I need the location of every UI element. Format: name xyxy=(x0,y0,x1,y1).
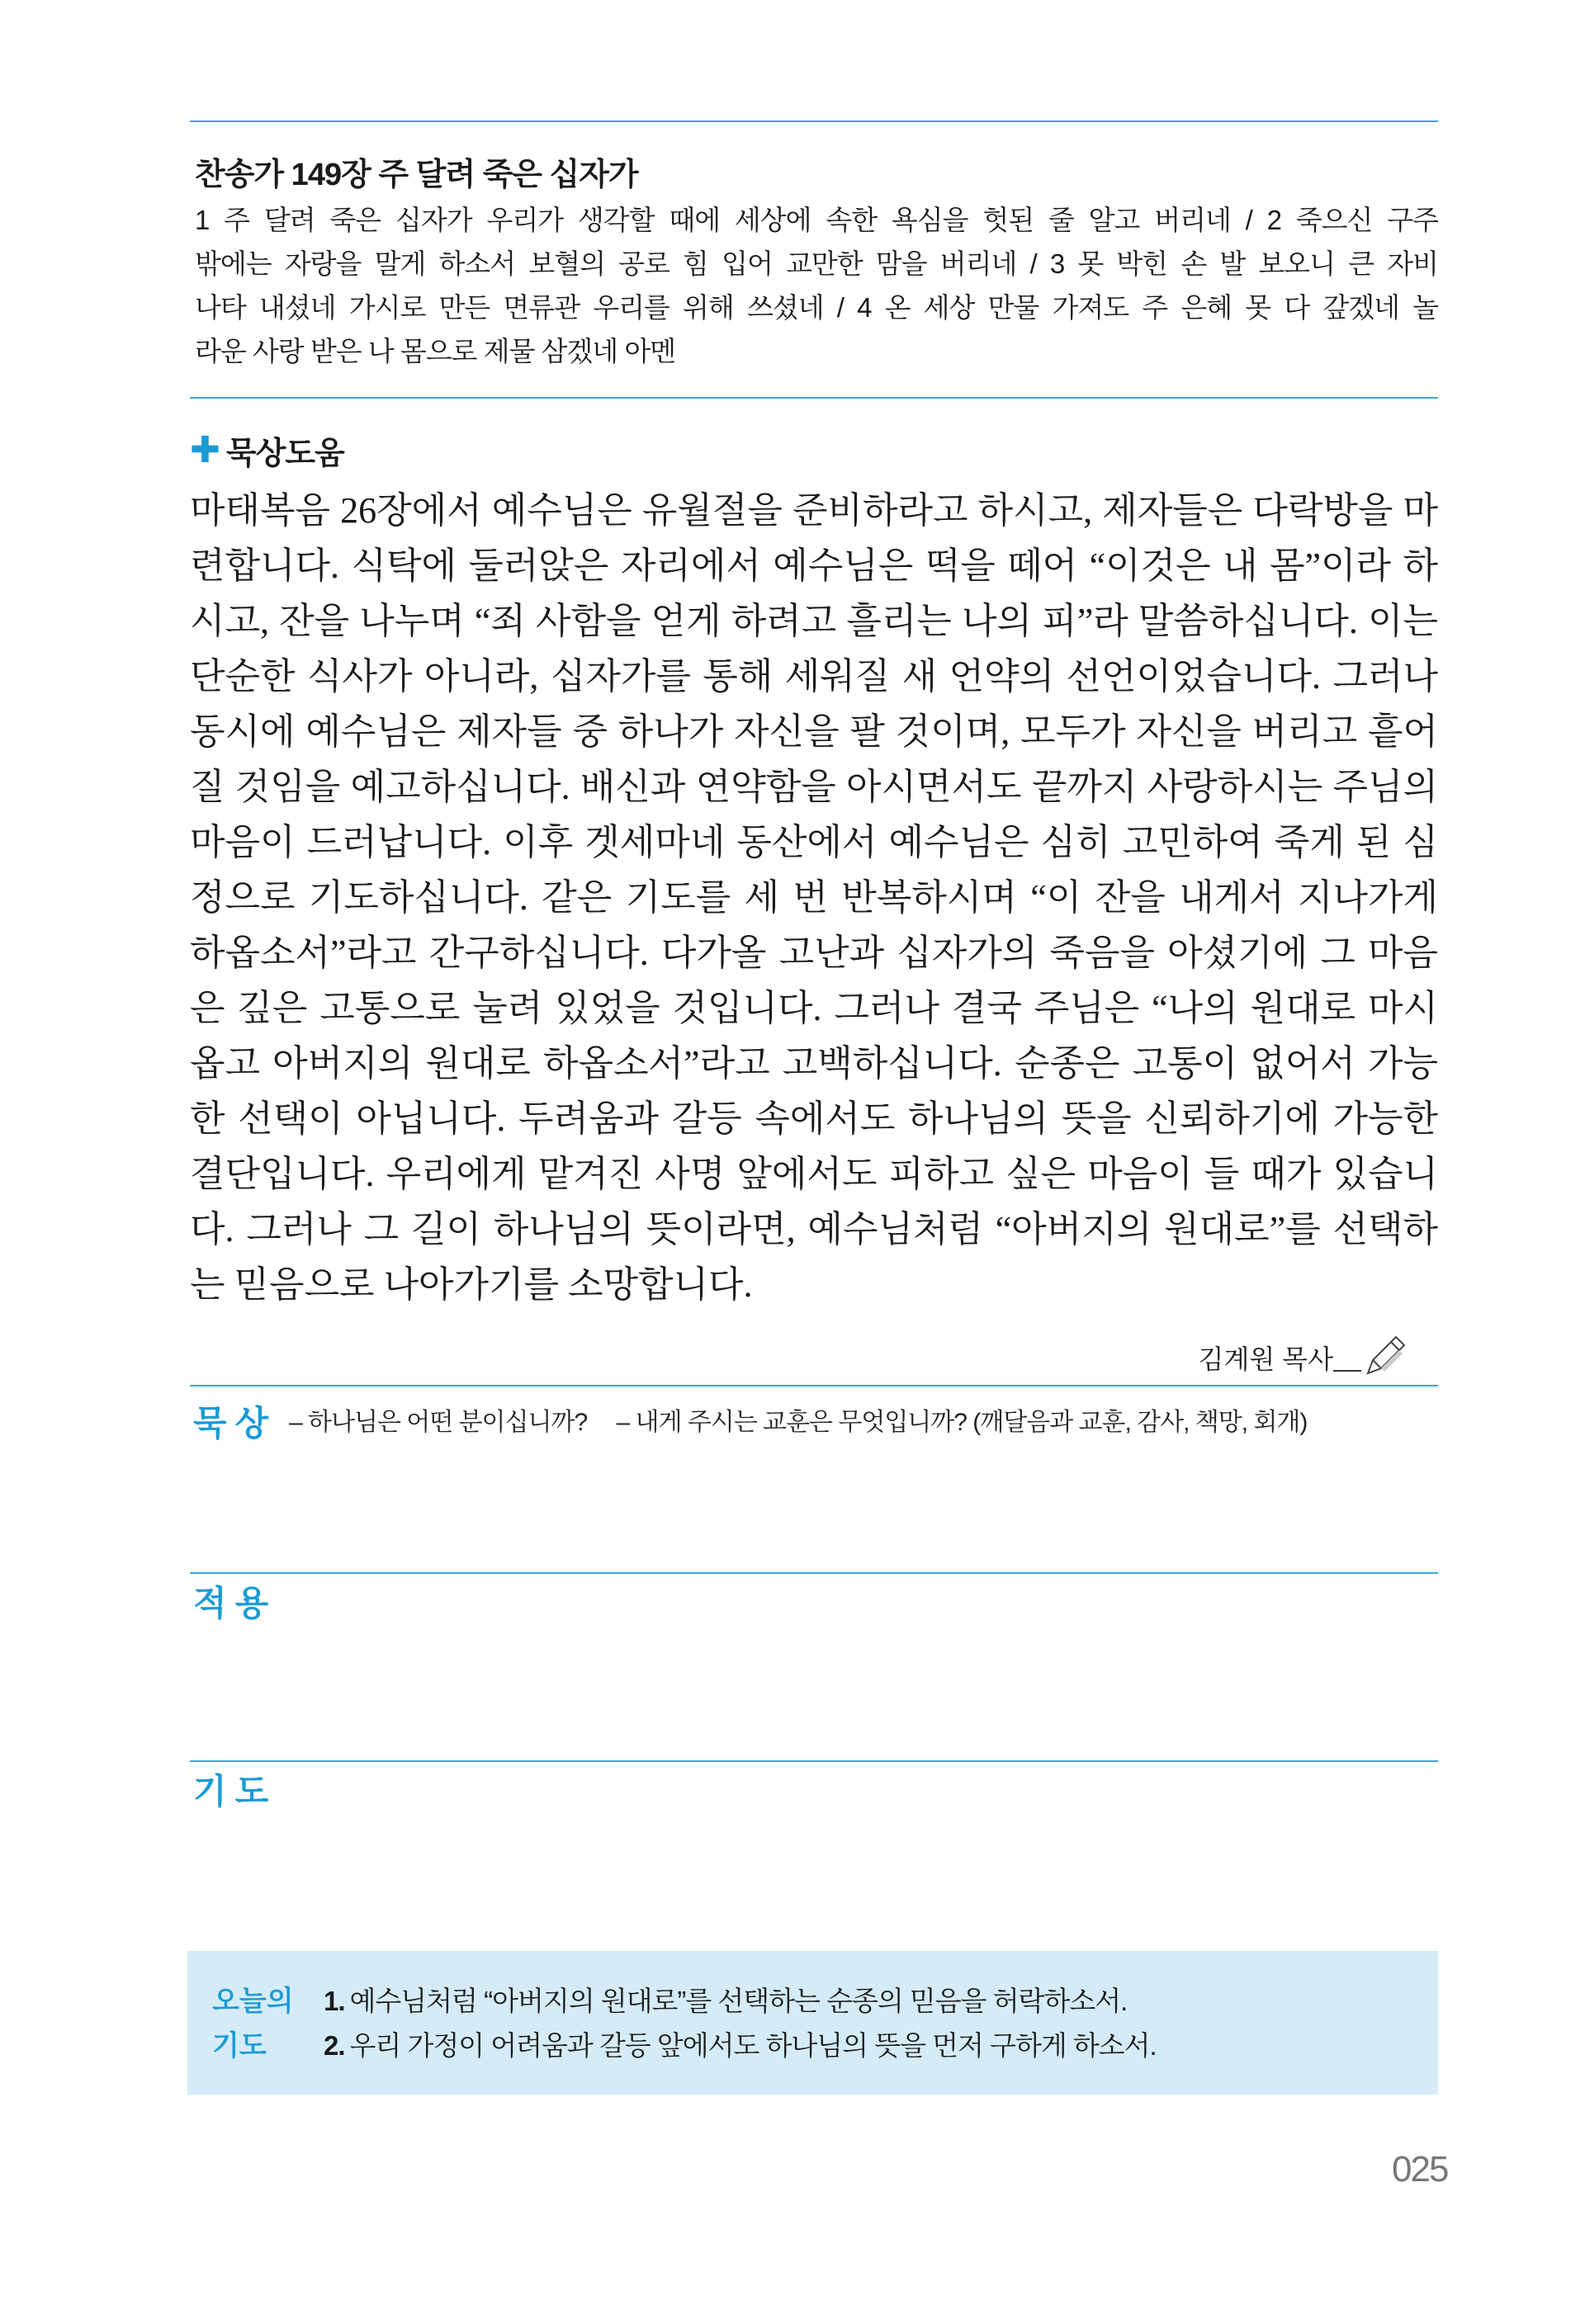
hymn-line: 라운 사랑 받은 나 몸으로 제물 삼겠네 아멘 xyxy=(195,336,676,366)
hymn-bottom-rule xyxy=(190,397,1438,399)
body-line: 다. 그러나 그 길이 하나님의 뜻이라면, 예수님처럼 “아버지의 원대로”를 선택하 xyxy=(190,1209,1438,1249)
hymn-line: 1 주 달려 죽은 십자가 우리가 생각할 때에 세상에 속한 욕심을 헛된 줄 알고 버리네 / 2 죽으신 구주 xyxy=(195,205,1438,235)
author-name: 김계원 목사 xyxy=(1198,1344,1333,1374)
body-line: 한 선택이 아닙니다. 두려움과 갈등 속에서도 하나님의 뜻을 신뢰하기에 가능한 xyxy=(190,1098,1438,1139)
hymn-line: 밖에는 자랑을 말게 하소서 보혈의 공로 힘 입어 교만한 맘을 버리네 / 3 못 박힌 손 발 보오니 큰 자비 xyxy=(195,248,1438,279)
item-number: 1. xyxy=(324,1986,345,2016)
body-line: 결단입니다. 우리에게 맡겨진 사명 앞에서도 피하고 싶은 마음이 들 때가 있습니 xyxy=(190,1154,1439,1194)
meditation-help-title: 묵상도움 xyxy=(225,437,344,471)
author-signature xyxy=(1199,1330,1408,1377)
item-text: 우리 가정이 어려움과 갈등 앞에서도 하나님의 뜻을 먼저 구하게 하소서. xyxy=(349,2030,1157,2061)
item-text: 예수님처럼 “아버지의 원대로”를 선택하는 순종의 믿음을 허락하소서. xyxy=(349,1986,1128,2016)
body-line: 마음이 드러납니다. 이후 겟세마네 동산에서 예수님은 심히 고민하여 죽게 된 심 xyxy=(190,822,1439,862)
item-number: 2. xyxy=(324,2030,345,2061)
body-line: 은 깊은 고통으로 눌려 있었을 것입니다. 그러나 결국 주님은 “나의 원대로 마시 xyxy=(190,988,1438,1028)
prayer-item xyxy=(324,2024,1157,2068)
body-line: 단순한 식사가 아니라, 십자가를 통해 세워질 새 언약의 선언이었습니다. 그러나 xyxy=(190,656,1438,697)
prayer-rule xyxy=(190,1760,1438,1762)
body-line: 동시에 예수님은 제자들 중 하나가 자신을 팔 것이며, 모두가 자신을 버리고 흩어 xyxy=(190,711,1438,752)
body-line: 하옵소서”라고 간구하십니다. 다가올 고난과 십자가의 죽음을 아셨기에 그 마음 xyxy=(190,933,1438,973)
prayer-item xyxy=(324,1979,1157,2024)
meditation-body xyxy=(190,483,1438,1312)
top-rule xyxy=(190,120,1438,122)
body-line: 련합니다. 식탁에 둘러앉은 자리에서 예수님은 떡을 떼어 “이것은 내 몸”이라 하 xyxy=(190,546,1438,586)
label-line: 오늘의 xyxy=(212,1986,294,2017)
body-line: 마태복음 26장에서 예수님은 유월절을 준비하라고 하시고, 제자들은 다락방을 마 xyxy=(190,490,1438,531)
today-prayer-label xyxy=(212,1979,294,2068)
page-number: 025 xyxy=(1392,2149,1448,2189)
meditation-rule xyxy=(190,1385,1438,1386)
application-rule xyxy=(190,1572,1438,1574)
question: – 하나님은 어떤 분이십니까? xyxy=(289,1409,588,1436)
meditation-label: 묵상 xyxy=(193,1404,277,1443)
body-line: 정으로 기도하십니다. 같은 기도를 세 번 반복하시며 “이 잔을 내게서 지나가게 xyxy=(190,877,1438,918)
pencil-icon xyxy=(1361,1330,1408,1377)
hymn-title: 찬송가 149장 주 달려 죽은 십자가 xyxy=(195,158,638,192)
label-line: 기도 xyxy=(212,2030,267,2062)
today-prayer-box xyxy=(187,1951,1438,2095)
prayer-label: 기도 xyxy=(193,1772,277,1811)
hymn-lyrics xyxy=(195,198,1438,373)
today-prayer-items xyxy=(324,1979,1157,2068)
meditation-help-heading xyxy=(190,427,344,473)
application-label: 적용 xyxy=(193,1584,277,1623)
body-line: 시고, 잔을 나누며 “죄 사함을 얻게 하려고 흘리는 나의 피”라 말씀하십니다. 이는 xyxy=(190,601,1438,641)
hymn-line: 나타 내셨네 가시로 만든 면류관 우리를 위해 쓰셨네 / 4 온 세상 만물 가져도 주 은혜 못 다 갚겠네 놀 xyxy=(195,292,1438,323)
meditation-questions xyxy=(289,1401,1330,1438)
plus-icon: ✚ xyxy=(190,430,220,470)
question: – 내게 주시는 교훈은 무엇입니까? (깨달음과 교훈, 감사, 책망, 회개) xyxy=(616,1409,1308,1436)
body-line: 질 것임을 예고하십니다. 배신과 연약함을 아시면서도 끝까지 사랑하시는 주님의 xyxy=(190,767,1438,807)
body-line: 는 믿음으로 나아가기를 소망합니다. xyxy=(190,1264,753,1305)
body-line: 옵고 아버지의 원대로 하옵소서”라고 고백하십니다. 순종은 고통이 없어서 가능 xyxy=(190,1043,1438,1084)
